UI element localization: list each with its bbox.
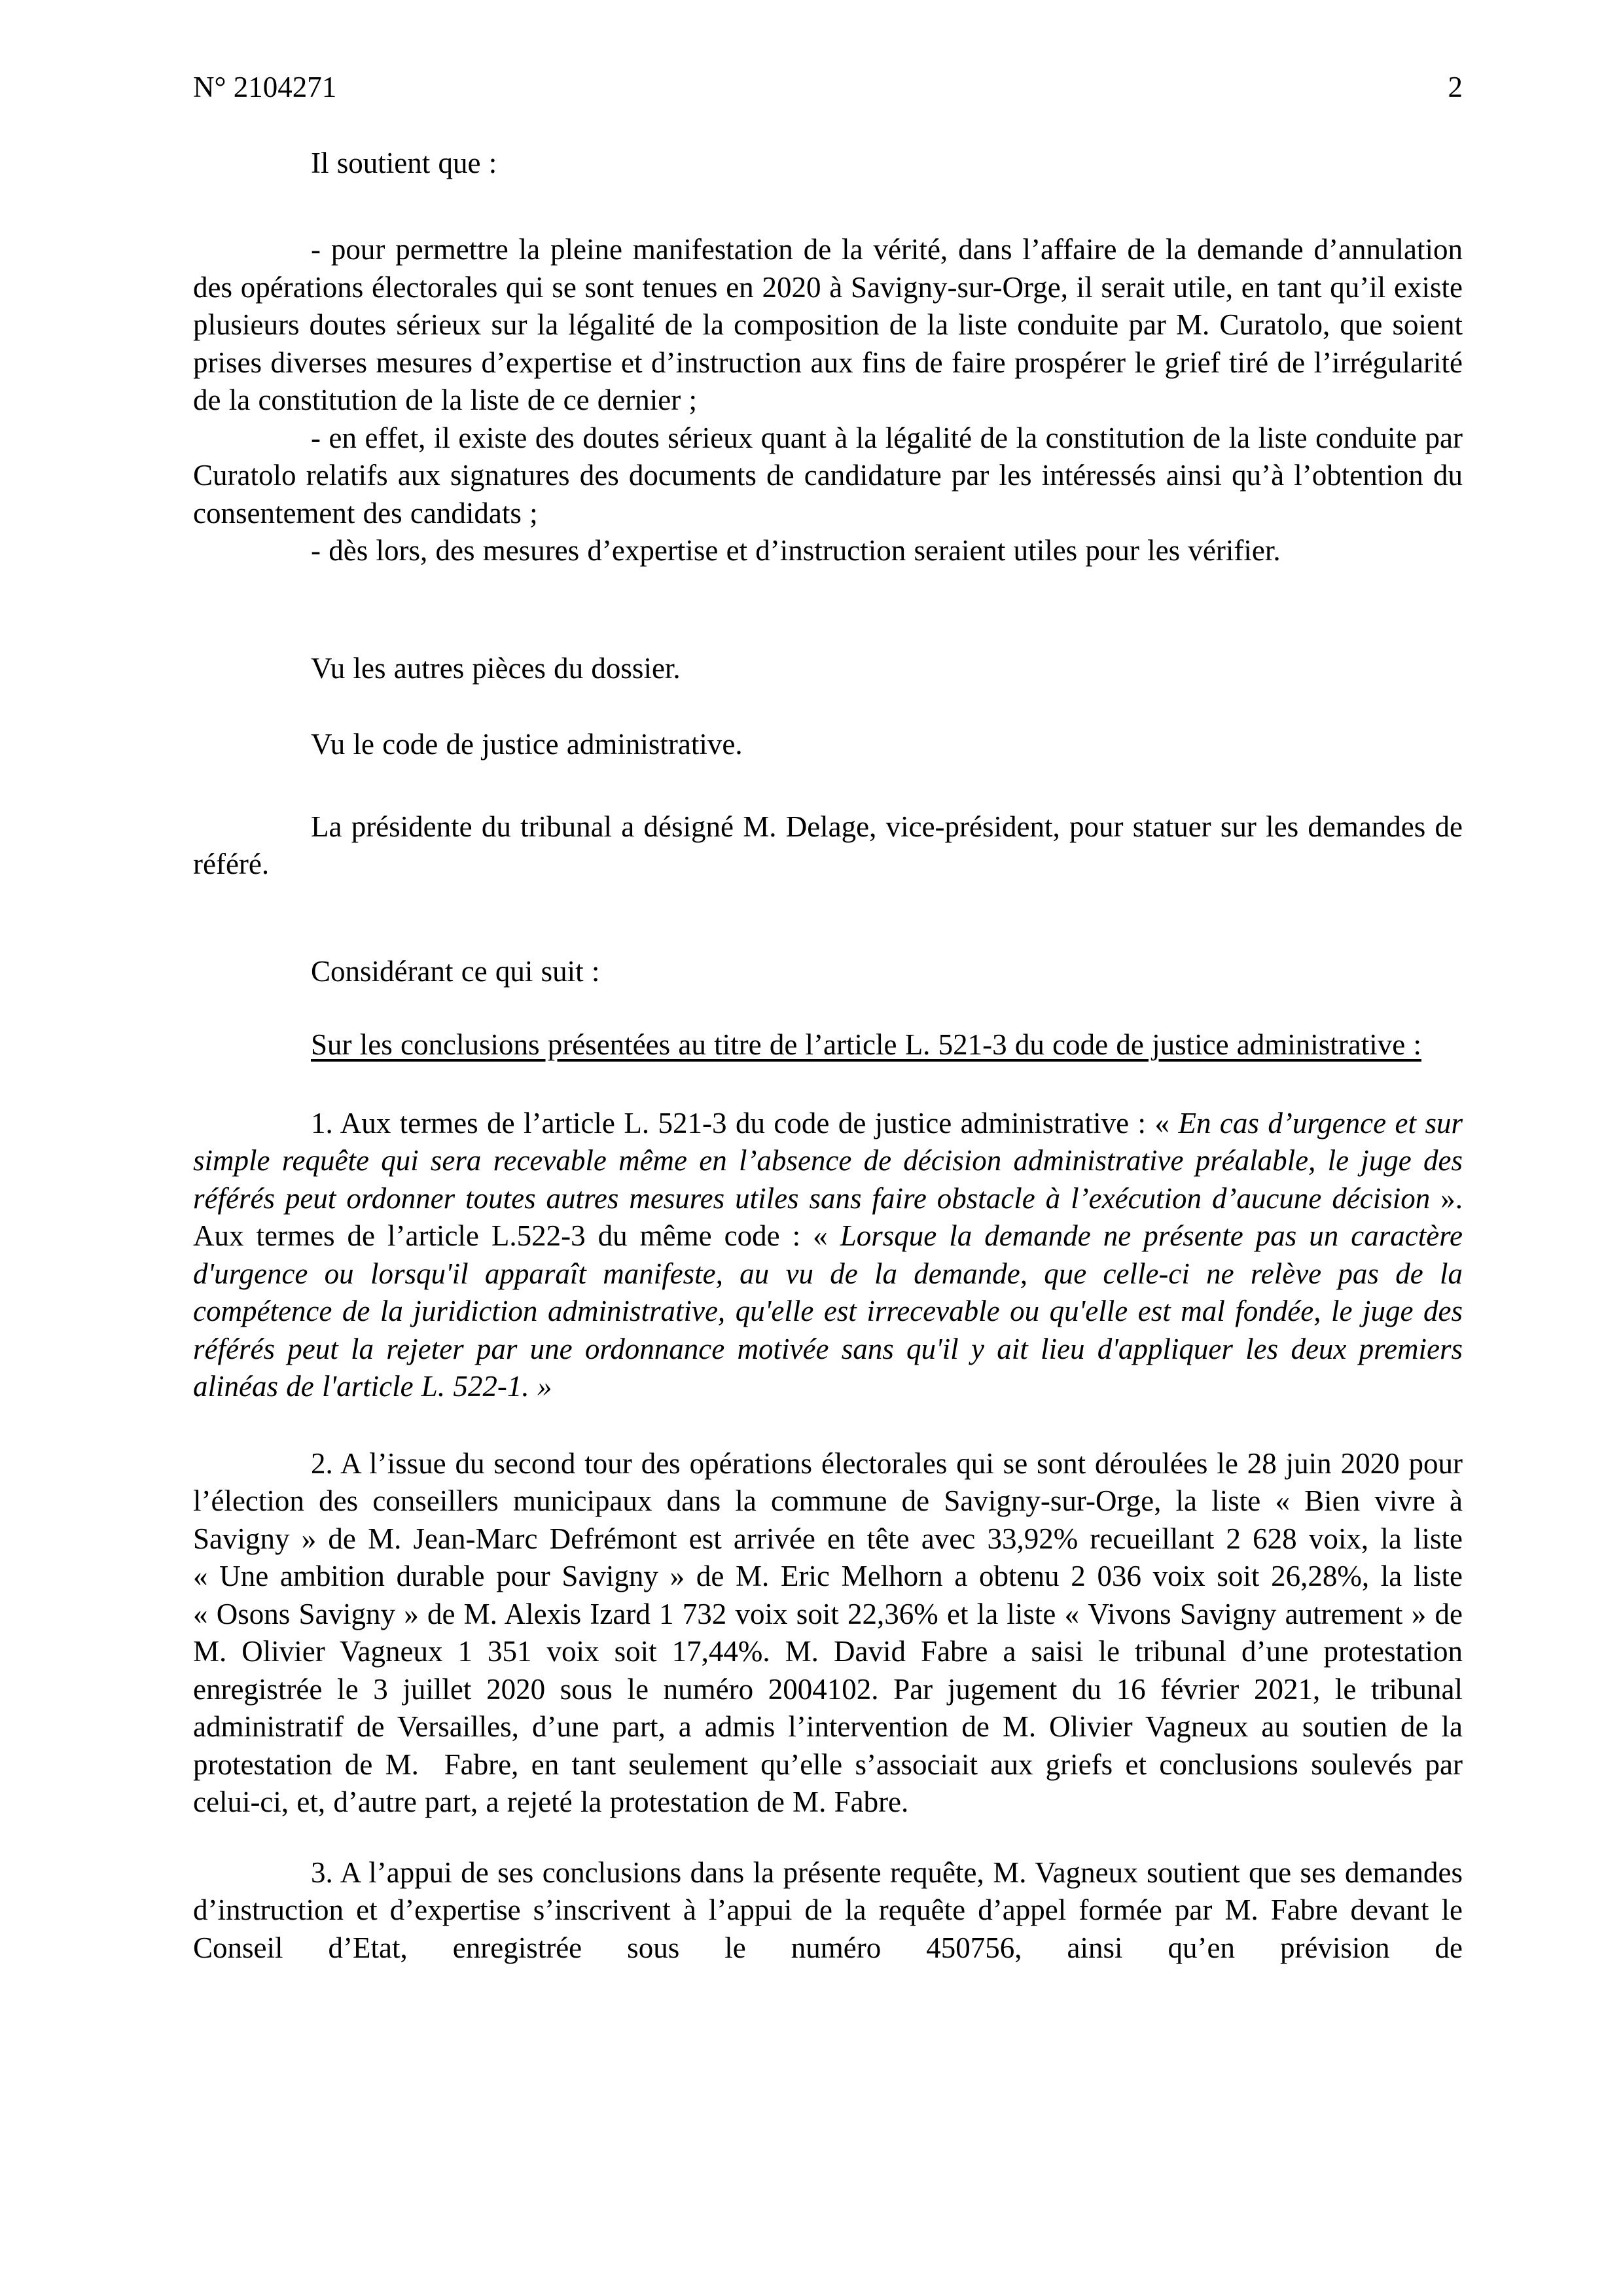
body-text: 2. A l’issue du second tour des opérations électorales qui se sont déroulées le 28 juin 2020 pour l’élection des conseillers municipaux dans la commune de Savigny-sur-Orge, la liste « Bien vivre à Savigny » de M. Jean-Marc Defrémont est arrivée en tête avec 33,92% recueillant 2 628 voix, la liste « Une ambition durable pour Savigny » de M. Eric Melhorn a obtenu 2 036 voix soit 26,28%, la liste « Osons Savigny » de M. Alexis Izard 1 732 voix soit 22,36% et la liste « Vivons Savigny autrement » de M. Olivier Vagneux 1 351 voix soit 17,44%. M. David Fabre a saisi le tribunal d’une protestation enregistrée le 3 juillet 2020 sous le numéro 2004102. Par jugement du 16 février 2021, le tribunal administratif de Versailles, d’une part, a admis l’intervention de M. Olivier Vagneux au soutien de la protestation de M. Fabre, en tant seulement qu’elle s’associait aux griefs et conclusions soulevés par celui-ci, et, d’autre part, a rejeté la protestation de M. Fabre. (193, 1446, 1463, 1818)
paragraph-argument-item (193, 532, 1463, 570)
body-text: - pour permettre la pleine manifestation de la vérité, dans l’affaire de la demande d’annulation des opérations électorales qui se sont tenues en 2020 à Savigny-sur-Orge, il serait utile, en tant qu’il existe plusieurs doutes sérieux sur la légalité de la composition de la liste conduite par M. Curatolo, que soient prises diverses mesures d’expertise et d’instruction aux fins de faire prospérer le grief tiré de l’irrégularité de la constitution de la liste de ce dernier ; (193, 233, 1463, 416)
body-text: Vu le code de justice administrative. (311, 728, 743, 761)
document-body (193, 145, 1463, 1967)
body-text: 1. Aux termes de l’article L. 521-3 du code de justice administrative : « (311, 1106, 1179, 1139)
body-text: ». Aux termes de l’article L.522-3 du même code : « (193, 1181, 1463, 1252)
page-number: 2 (1448, 71, 1463, 103)
body-text: - en effet, il existe des doutes sérieux quant à la légalité de la constitution de la liste conduite par Curatolo relatifs aux signatures des documents de candidature par les intéressés ainsi qu’à l’obtention du consentement des candidats ; (193, 421, 1463, 529)
body-text: Vu les autres pièces du dossier. (311, 651, 681, 685)
body-text: Sur les conclusions présentées au titre de l’article L. 521-3 du code de justice administrative : (311, 1028, 1421, 1061)
paragraph-point-1 (193, 1105, 1463, 1406)
paragraph-point-3 (193, 1854, 1463, 1967)
body-text: Considérant ce qui suit : (311, 954, 600, 988)
body-text: 3. A l’appui de ses conclusions dans la présente requête, M. Vagneux soutient que ses demandes d’instruction et d’expertise s’inscrivent à l’appui de la requête d’appel formée par M. Fabre devant le Conseil d’Etat, enregistrée sous le numéro 450756, ainsi qu’en prévision de (193, 1856, 1463, 1964)
body-text: La présidente du tribunal a désigné M. Delage, vice-président, pour statuer sur les demandes de référé. (193, 810, 1463, 880)
page-header (193, 69, 1463, 107)
paragraph-visa-pieces (193, 650, 1463, 688)
body-text: Il soutient que : (311, 146, 497, 179)
paragraph-point-2 (193, 1445, 1463, 1821)
case-number: N° 2104271 (193, 71, 337, 103)
quoted-statute-text: En cas d’urgence et sur simple requête qui sera recevable même en l’absence de décision administrative préalable, le juge des référés peut ordonner toutes autres mesures utiles sans faire obstacle à l’exécution d’aucune décision (193, 1106, 1463, 1215)
paragraph-intro-statement (193, 145, 1463, 183)
paragraph-considerant-intro (193, 953, 1463, 991)
paragraph-argument-item (193, 420, 1463, 533)
paragraph-section-heading (193, 1026, 1463, 1064)
paragraph-argument-item (193, 231, 1463, 420)
body-text: - dès lors, des mesures d’expertise et d’instruction seraient utiles pour les vérifier. (311, 534, 1281, 567)
quoted-statute-text: Lorsque la demande ne présente pas un caractère d'urgence ou lorsqu'il apparaît manifeste, au vu de la demande, que celle-ci ne relève pas de la compétence de la juridiction administrative, qu'elle est irrecevable ou qu'elle est mal fondée, le juge des référés peut la rejeter par une ordonnance motivée sans qu'il y ait lieu d'appliquer les deux premiers alinéas de l'article L. 522-1. » (193, 1219, 1463, 1403)
paragraph-visa-code (193, 726, 1463, 764)
paragraph-judge-designation (193, 808, 1463, 884)
